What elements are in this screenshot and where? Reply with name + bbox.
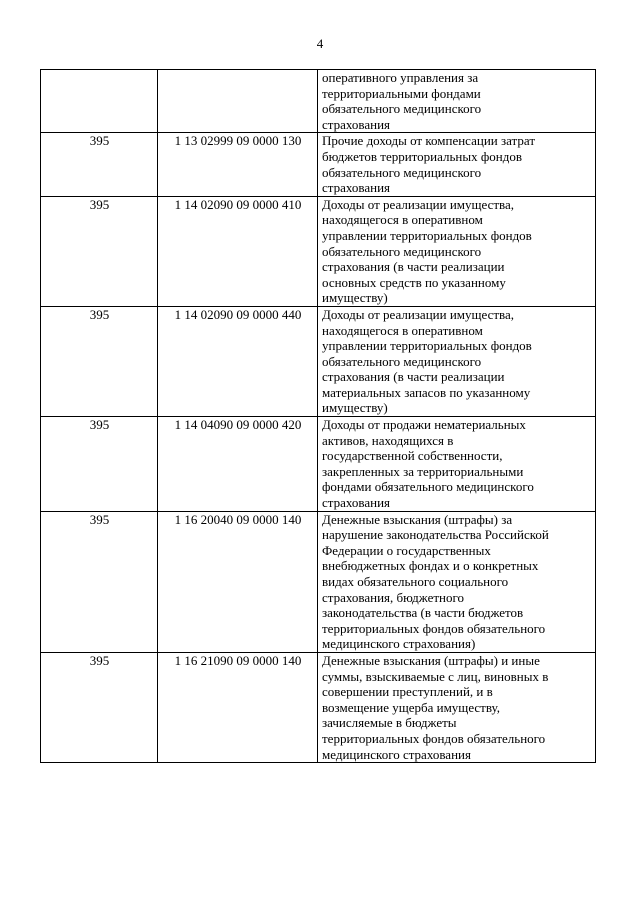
description-line: имуществу) <box>322 400 388 416</box>
description-line: Прочие доходы от компенсации затрат <box>322 133 536 149</box>
revenue-description-cell <box>318 511 596 652</box>
revenue-description-cell <box>318 306 596 416</box>
budget-classification-code-cell <box>158 70 318 133</box>
description-line: Денежные взыскания (штрафы) и иные <box>322 652 540 668</box>
revenue-description-cell <box>318 652 596 762</box>
description-line: законодательства (в части бюджетов <box>322 605 524 621</box>
budget-classification-code-cell: 1 16 20040 09 0000 140 <box>158 511 318 652</box>
admin-code-cell <box>41 70 158 133</box>
table-row <box>41 133 596 196</box>
admin-code-cell: 395 <box>41 652 158 762</box>
description-line: видах обязательного социального <box>322 574 509 589</box>
description-line: находящегося в оперативном <box>322 212 483 228</box>
description-line: нарушение законодательства Российской <box>322 527 549 543</box>
description-line: обязательного медицинского <box>322 243 482 259</box>
description-line: оперативного управления за <box>322 70 479 85</box>
description-line: медицинского страхования <box>322 746 471 762</box>
description-line: Денежные взыскания (штрафы) за <box>322 511 513 527</box>
budget-codes-table <box>40 69 596 763</box>
page-number: 4 <box>316 36 324 51</box>
description-line: зачисляемые в бюджеты <box>322 715 457 731</box>
description-line: территориальных фондов обязательного <box>322 620 546 636</box>
table-row <box>41 417 596 512</box>
description-line: страхования (в части реализации <box>322 259 505 275</box>
revenue-description-cell <box>318 417 596 512</box>
description-line: активов, находящихся в <box>322 432 454 448</box>
table-row <box>41 652 596 762</box>
revenue-description-cell <box>318 133 596 196</box>
description-line: Доходы от продажи нематериальных <box>322 417 526 433</box>
description-line: внебюджетных фондах и о конкретных <box>322 558 539 574</box>
description-line: обязательного медицинского <box>322 353 482 369</box>
budget-classification-code-cell: 1 16 21090 09 0000 140 <box>158 652 318 762</box>
budget-classification-code-cell: 1 14 04090 09 0000 420 <box>158 417 318 512</box>
budget-classification-code-cell: 1 14 02090 09 0000 410 <box>158 196 318 306</box>
description-line: Доходы от реализации имущества, <box>322 196 515 212</box>
description-line: фондами обязательного медицинского <box>322 479 534 495</box>
description-line: Доходы от реализации имущества, <box>322 306 515 322</box>
description-line: материальных запасов по указанному <box>322 384 531 400</box>
description-line: обязательного медицинского <box>322 164 482 180</box>
table-row <box>41 196 596 306</box>
description-line: страхования <box>322 116 391 132</box>
description-line: территориальными фондами <box>322 85 481 101</box>
table-body <box>41 70 596 763</box>
admin-code-cell: 395 <box>41 196 158 306</box>
description-line: имуществу) <box>322 290 388 306</box>
description-line: закрепленных за территориальными <box>322 463 524 479</box>
description-line: страхования <box>322 180 391 196</box>
description-line: обязательного медицинского <box>322 101 482 117</box>
budget-classification-code-cell: 1 13 02999 09 0000 130 <box>158 133 318 196</box>
description-line: страхования, бюджетного <box>322 589 465 605</box>
description-line: основных средств по указанному <box>322 274 506 290</box>
description-line: медицинского страхования) <box>322 636 476 652</box>
description-line: страхования <box>322 495 391 511</box>
description-line: находящегося в оперативном <box>322 322 483 338</box>
budget-classification-code-cell: 1 14 02090 09 0000 440 <box>158 306 318 416</box>
description-line: бюджетов территориальных фондов <box>322 148 523 164</box>
description-line: Федерации о государственных <box>322 542 491 558</box>
description-line: управлении территориальных фондов <box>322 227 532 243</box>
table-row <box>41 511 596 652</box>
description-line: страхования (в части реализации <box>322 369 505 385</box>
table-row <box>41 70 596 133</box>
description-line: суммы, взыскиваемые с лиц, виновных в <box>322 668 549 684</box>
table-row <box>41 306 596 416</box>
description-line: государственной собственности, <box>322 448 503 464</box>
revenue-description-cell <box>318 70 596 133</box>
description-line: территориальных фондов обязательного <box>322 730 546 746</box>
admin-code-cell: 395 <box>41 133 158 196</box>
admin-code-cell: 395 <box>41 306 158 416</box>
admin-code-cell: 395 <box>41 417 158 512</box>
description-line: совершении преступлений, и в <box>322 684 493 700</box>
description-line: управлении территориальных фондов <box>322 338 532 354</box>
admin-code-cell: 395 <box>41 511 158 652</box>
description-line: возмещение ущерба имуществу, <box>322 699 501 715</box>
revenue-description-cell <box>318 196 596 306</box>
